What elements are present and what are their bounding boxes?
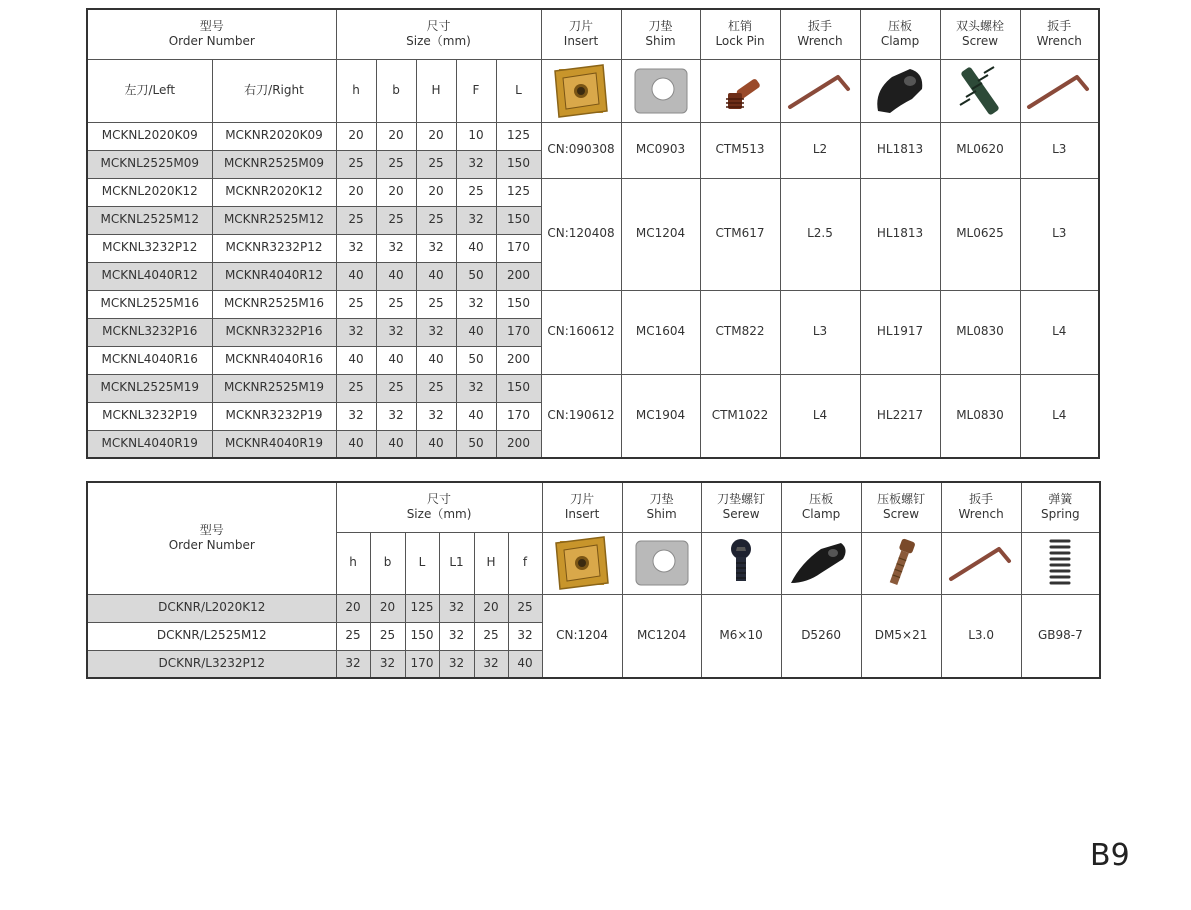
cell-F: 50 — [456, 430, 496, 458]
cell-h: 25 — [336, 290, 376, 318]
cell-L: 150 — [496, 290, 541, 318]
cell-L: 170 — [496, 402, 541, 430]
cell-L: 170 — [496, 234, 541, 262]
cell-H: 32 — [416, 318, 456, 346]
cell-order: DCKNR/L3232P12 — [87, 650, 336, 678]
clamp-icon — [870, 63, 930, 119]
cell-L: 200 — [496, 346, 541, 374]
cell-h: 32 — [336, 234, 376, 262]
shim-icon — [631, 535, 693, 591]
cell-h: 40 — [336, 346, 376, 374]
wrench-2-image — [1020, 59, 1099, 122]
group-wrench-2: L3 — [1020, 178, 1099, 290]
wrench-image — [941, 532, 1021, 594]
header-screw: 双头螺栓 Screw — [940, 9, 1020, 59]
cell-right: MCKNR2525M12 — [212, 206, 336, 234]
clamp-image — [860, 59, 940, 122]
header-spring: 弹簧 Spring — [1021, 482, 1100, 532]
group-insert: CN:090308 — [541, 122, 621, 178]
stud-screw-icon — [950, 63, 1010, 119]
cell-F: 32 — [456, 290, 496, 318]
group-wrench: L4 — [780, 374, 860, 458]
part-insert: CN:1204 — [542, 594, 622, 678]
cell-b: 20 — [376, 178, 416, 206]
cell-b: 25 — [376, 150, 416, 178]
wrench-image — [780, 59, 860, 122]
part-clamp: D5260 — [781, 594, 861, 678]
cell-H: 32 — [474, 650, 508, 678]
header-insert: 刀片 Insert — [541, 9, 621, 59]
cell-H: 32 — [416, 402, 456, 430]
subheader-h: h — [336, 532, 370, 594]
cell-right: MCKNR2525M16 — [212, 290, 336, 318]
header-clamp: 压板 Clamp — [860, 9, 940, 59]
group-insert: CN:120408 — [541, 178, 621, 290]
subheader-L1: L1 — [439, 532, 474, 594]
table-row — [87, 178, 1099, 206]
cell-right: MCKNR4040R12 — [212, 262, 336, 290]
cell-right: MCKNR2525M09 — [212, 150, 336, 178]
wrench-icon — [784, 63, 856, 119]
cell-H: 40 — [416, 346, 456, 374]
cell-h: 20 — [336, 594, 370, 622]
cell-b: 40 — [376, 430, 416, 458]
header-size: 尺寸 Size（mm) — [336, 9, 541, 59]
cell-h: 25 — [336, 374, 376, 402]
subheader-left: 左刀/Left — [87, 59, 212, 122]
wrench-icon — [945, 535, 1017, 591]
subheader-f: f — [508, 532, 542, 594]
cell-F: 25 — [456, 178, 496, 206]
cell-L: 150 — [405, 622, 439, 650]
cell-right: MCKNR2020K09 — [212, 122, 336, 150]
table-row — [87, 122, 1099, 150]
cell-H: 40 — [416, 262, 456, 290]
cell-H: 25 — [416, 374, 456, 402]
header-shim: 刀垫 Shim — [621, 9, 700, 59]
subheader-L: L — [405, 532, 439, 594]
group-lock-pin: CTM822 — [700, 290, 780, 374]
header-wrench: 扳手 Wrench — [941, 482, 1021, 532]
cell-left: MCKNL2525M09 — [87, 150, 212, 178]
group-shim: MC1604 — [621, 290, 700, 374]
header-shim: 刀垫 Shim — [622, 482, 701, 532]
part-shim-screw: M6×10 — [701, 594, 781, 678]
table-row — [87, 374, 1099, 402]
cell-right: MCKNR3232P16 — [212, 318, 336, 346]
cell-H: 20 — [474, 594, 508, 622]
page-number: B9 — [1090, 838, 1130, 873]
shim-screw-image — [701, 532, 781, 594]
subheader-h: h — [336, 59, 376, 122]
cell-h: 25 — [336, 206, 376, 234]
spring-icon — [1040, 535, 1080, 591]
cell-h: 32 — [336, 402, 376, 430]
group-wrench-2: L3 — [1020, 122, 1099, 178]
cell-b: 25 — [376, 374, 416, 402]
cell-b: 25 — [376, 206, 416, 234]
cell-L1: 32 — [439, 650, 474, 678]
group-shim: MC0903 — [621, 122, 700, 178]
header-size: 尺寸 Size（mm) — [336, 482, 542, 532]
cell-L1: 32 — [439, 622, 474, 650]
cell-left: MCKNL4040R16 — [87, 346, 212, 374]
cell-L: 150 — [496, 150, 541, 178]
header-order-number: 型号 Order Number — [87, 482, 336, 594]
shim-image — [621, 59, 700, 122]
group-screw: ML0625 — [940, 178, 1020, 290]
group-clamp: HL1917 — [860, 290, 940, 374]
screw-image — [940, 59, 1020, 122]
cell-order: DCKNR/L2020K12 — [87, 594, 336, 622]
table-row — [87, 290, 1099, 318]
cell-L: 125 — [496, 122, 541, 150]
group-insert: CN:160612 — [541, 290, 621, 374]
cell-right: MCKNR4040R19 — [212, 430, 336, 458]
clamp-screw-image — [861, 532, 941, 594]
cell-f: 25 — [508, 594, 542, 622]
cell-left: MCKNL2020K12 — [87, 178, 212, 206]
insert-icon — [552, 535, 612, 591]
part-shim: MC1204 — [622, 594, 701, 678]
subheader-H: H — [416, 59, 456, 122]
cell-b: 25 — [370, 622, 405, 650]
insert-image — [541, 59, 621, 122]
clamp-image — [781, 532, 861, 594]
holder-table-dckn — [86, 481, 1101, 679]
cell-H: 25 — [474, 622, 508, 650]
lock-pin-image — [700, 59, 780, 122]
shim-image — [622, 532, 701, 594]
group-shim: MC1904 — [621, 374, 700, 458]
cell-right: MCKNR3232P19 — [212, 402, 336, 430]
cell-h: 32 — [336, 318, 376, 346]
group-insert: CN:190612 — [541, 374, 621, 458]
cell-b: 32 — [376, 234, 416, 262]
cell-H: 20 — [416, 122, 456, 150]
header-wrench: 扳手 Wrench — [780, 9, 860, 59]
cell-F: 40 — [456, 234, 496, 262]
clamp-icon — [788, 535, 854, 591]
cell-H: 32 — [416, 234, 456, 262]
cell-L: 200 — [496, 430, 541, 458]
cell-F: 32 — [456, 206, 496, 234]
subheader-b: b — [370, 532, 405, 594]
subheader-b: b — [376, 59, 416, 122]
cell-F: 40 — [456, 402, 496, 430]
cell-L: 125 — [496, 178, 541, 206]
part-wrench: L3.0 — [941, 594, 1021, 678]
cell-L: 125 — [405, 594, 439, 622]
cell-F: 32 — [456, 374, 496, 402]
insert-icon — [551, 63, 611, 119]
cell-left: MCKNL4040R12 — [87, 262, 212, 290]
group-wrench: L3 — [780, 290, 860, 374]
cell-f: 40 — [508, 650, 542, 678]
cell-left: MCKNL2525M16 — [87, 290, 212, 318]
cell-H: 25 — [416, 290, 456, 318]
cell-left: MCKNL2525M12 — [87, 206, 212, 234]
cell-H: 40 — [416, 430, 456, 458]
group-screw: ML0830 — [940, 290, 1020, 374]
cell-h: 25 — [336, 622, 370, 650]
cell-b: 32 — [376, 318, 416, 346]
group-lock-pin: CTM513 — [700, 122, 780, 178]
subheader-F: F — [456, 59, 496, 122]
group-wrench: L2 — [780, 122, 860, 178]
group-clamp: HL2217 — [860, 374, 940, 458]
cell-h: 20 — [336, 122, 376, 150]
group-wrench-2: L4 — [1020, 290, 1099, 374]
cell-b: 40 — [376, 262, 416, 290]
cell-left: MCKNL3232P16 — [87, 318, 212, 346]
header-clamp: 压板 Clamp — [781, 482, 861, 532]
subheader-H: H — [474, 532, 508, 594]
cell-order: DCKNR/L2525M12 — [87, 622, 336, 650]
group-wrench: L2.5 — [780, 178, 860, 290]
cell-h: 20 — [336, 178, 376, 206]
cell-F: 32 — [456, 150, 496, 178]
cell-left: MCKNL3232P19 — [87, 402, 212, 430]
cell-f: 32 — [508, 622, 542, 650]
shim-screw-icon — [716, 535, 766, 591]
subheader-right: 右刀/Right — [212, 59, 336, 122]
cell-L: 170 — [496, 318, 541, 346]
insert-image — [542, 532, 622, 594]
subheader-L: L — [496, 59, 541, 122]
group-lock-pin: CTM1022 — [700, 374, 780, 458]
wrench-icon — [1023, 63, 1095, 119]
cell-left: MCKNL2020K09 — [87, 122, 212, 150]
cell-b: 32 — [376, 402, 416, 430]
cell-h: 32 — [336, 650, 370, 678]
clamp-screw-icon — [876, 535, 926, 591]
cell-H: 25 — [416, 206, 456, 234]
group-screw: ML0620 — [940, 122, 1020, 178]
group-wrench-2: L4 — [1020, 374, 1099, 458]
part-spring: GB98-7 — [1021, 594, 1100, 678]
cell-left: MCKNL3232P12 — [87, 234, 212, 262]
cell-b: 20 — [370, 594, 405, 622]
spring-image — [1021, 532, 1100, 594]
cell-b: 20 — [376, 122, 416, 150]
cell-right: MCKNR2525M19 — [212, 374, 336, 402]
cell-F: 10 — [456, 122, 496, 150]
group-screw: ML0830 — [940, 374, 1020, 458]
group-lock-pin: CTM617 — [700, 178, 780, 290]
cell-right: MCKNR4040R16 — [212, 346, 336, 374]
cell-h: 40 — [336, 430, 376, 458]
header-order-number: 型号 Order Number — [87, 9, 336, 59]
holder-table-mckn — [86, 8, 1100, 459]
cell-F: 50 — [456, 346, 496, 374]
header-lock-pin: 杠销 Lock Pin — [700, 9, 780, 59]
part-clamp-screw: DM5×21 — [861, 594, 941, 678]
cell-h: 40 — [336, 262, 376, 290]
cell-h: 25 — [336, 150, 376, 178]
header-insert: 刀片 Insert — [542, 482, 622, 532]
cell-left: MCKNL2525M19 — [87, 374, 212, 402]
lock-pin-icon — [710, 63, 770, 119]
table-row — [87, 594, 1100, 622]
cell-F: 40 — [456, 318, 496, 346]
shim-icon — [630, 63, 692, 119]
cell-b: 32 — [370, 650, 405, 678]
group-clamp: HL1813 — [860, 178, 940, 290]
header-clamp-screw: 压板螺钉 Screw — [861, 482, 941, 532]
cell-L: 200 — [496, 262, 541, 290]
group-clamp: HL1813 — [860, 122, 940, 178]
cell-H: 25 — [416, 150, 456, 178]
cell-L: 150 — [496, 206, 541, 234]
header-wrench-2: 扳手 Wrench — [1020, 9, 1099, 59]
cell-L1: 32 — [439, 594, 474, 622]
cell-H: 20 — [416, 178, 456, 206]
cell-left: MCKNL4040R19 — [87, 430, 212, 458]
group-shim: MC1204 — [621, 178, 700, 290]
cell-right: MCKNR3232P12 — [212, 234, 336, 262]
cell-b: 25 — [376, 290, 416, 318]
cell-L: 170 — [405, 650, 439, 678]
header-shim-screw: 刀垫螺钉 Serew — [701, 482, 781, 532]
cell-b: 40 — [376, 346, 416, 374]
cell-L: 150 — [496, 374, 541, 402]
cell-F: 50 — [456, 262, 496, 290]
cell-right: MCKNR2020K12 — [212, 178, 336, 206]
